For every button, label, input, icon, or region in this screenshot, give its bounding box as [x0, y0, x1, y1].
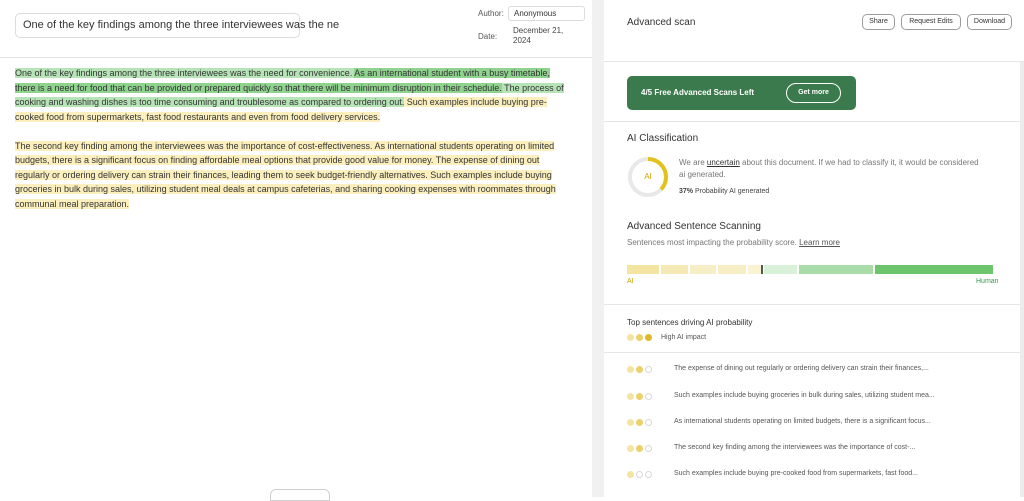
impact-dot-icon	[645, 471, 652, 478]
impact-dot-icon	[645, 445, 652, 452]
panel-scrollbar[interactable]	[1020, 62, 1024, 497]
impact-dot-icon	[636, 445, 643, 452]
sentence-probability-bar	[627, 265, 993, 274]
panel-divider	[604, 121, 1024, 122]
bar-segment[interactable]	[690, 265, 716, 274]
impact-legend-label: High AI impact	[661, 334, 707, 341]
uncertain-link[interactable]: uncertain	[706, 158, 740, 167]
top-sentences-title: Top sentences driving AI probability	[627, 318, 753, 327]
impact-dot-icon	[636, 334, 643, 341]
learn-more-link[interactable]: Learn more	[799, 238, 841, 247]
editor-divider	[0, 57, 592, 58]
bar-segment[interactable]	[748, 265, 761, 274]
sentence-scanning-subtitle	[627, 238, 840, 247]
impact-dot-icon	[627, 471, 634, 478]
panel-divider	[604, 352, 1024, 353]
request-edits-button[interactable]: Request Edits	[901, 14, 961, 30]
ai-classification-title: AI Classification	[627, 133, 699, 144]
scan-panel	[604, 0, 1024, 497]
probability-value: 37%	[679, 188, 694, 195]
bar-segment[interactable]	[875, 265, 993, 274]
document-paragraph	[15, 139, 565, 212]
document-body[interactable]	[15, 66, 565, 226]
share-button[interactable]: Share	[862, 14, 895, 30]
document-title-input[interactable]: One of the key findings among the three interviewees was the ne	[15, 13, 300, 38]
impact-dot-icon	[636, 471, 643, 478]
bar-human-label: Human	[976, 278, 999, 285]
author-field[interactable]: Anonymous	[508, 6, 585, 21]
top-sentence-item[interactable]: As international students operating on limited budgets, there is a significant focus...	[674, 418, 931, 425]
bar-segment[interactable]	[627, 265, 659, 274]
impact-indicator-icon	[627, 471, 657, 479]
impact-indicator-icon	[627, 419, 657, 427]
date-value: December 21, 2024	[513, 26, 564, 45]
download-button[interactable]: Download	[967, 14, 1012, 30]
top-sentence-item[interactable]: The second key finding among the interviewees was the importance of cost-...	[674, 444, 916, 451]
impact-indicator-icon	[627, 366, 657, 374]
bottom-toggle-tab[interactable]	[270, 489, 330, 501]
impact-dot-icon	[636, 366, 643, 373]
impact-dot-icon	[636, 419, 643, 426]
impact-indicator-icon	[627, 393, 657, 401]
impact-dot-icon	[627, 445, 634, 452]
bar-segment[interactable]	[661, 265, 688, 274]
scanning-sub-text: Sentences most impacting the probability score.	[627, 238, 800, 247]
sentence-highlight[interactable]: The second key finding among the interviewees was the importance of cost-effectiveness. As international students operating on limited budgets, there is a significant focus on finding affordable meal options that provide good value for money. The expense of dining out regularly or ordering delivery can strain their finances, leading them to seek budget-friendly alternatives. Such examples include buying groceries in bulk during sales, utilizing student meal deals at campus cafeterias, and sharing cooking expenses with roommates through communal meal preparation.	[15, 140, 556, 209]
sentence-highlight[interactable]: Such examples include buying pre-cooked food from supermarkets, fast food restaurants and even from food delivery services.	[15, 97, 547, 122]
bar-marker	[761, 265, 763, 274]
gauge-label: AI	[644, 172, 652, 181]
author-label: Author:	[478, 9, 504, 18]
desc-prefix: We are	[679, 158, 707, 167]
impact-dot-icon	[627, 334, 634, 341]
top-sentence-item[interactable]: Such examples include buying groceries in bulk during sales, utilizing student mea...	[674, 392, 935, 399]
impact-dot-icon	[636, 393, 643, 400]
promo-text: 4/5 Free Advanced Scans Left	[641, 88, 755, 97]
impact-dot-icon	[645, 334, 652, 341]
panel-divider	[604, 61, 1024, 62]
get-more-button[interactable]: Get more	[786, 83, 841, 103]
impact-indicator-icon	[627, 445, 657, 453]
classification-description	[679, 157, 979, 181]
document-paragraph	[15, 66, 565, 124]
promo-banner	[627, 76, 856, 110]
impact-dot-icon	[645, 366, 652, 373]
probability-suffix: Probability AI generated	[693, 188, 770, 195]
desc-suffix: about this document. If we had to classify it, it would be considered ai generated.	[679, 158, 979, 179]
pane-gutter	[592, 0, 604, 497]
probability-readout	[679, 188, 769, 195]
impact-dot-icon	[645, 393, 652, 400]
panel-title: Advanced scan	[627, 17, 696, 28]
sentence-highlight[interactable]: One of the key findings among the three interviewees was the need for convenience.	[15, 68, 355, 78]
impact-dot-icon	[645, 419, 652, 426]
date-label: Date:	[478, 32, 498, 41]
bar-segment[interactable]	[764, 265, 797, 274]
panel-divider	[604, 304, 1024, 305]
bar-ai-label: AI	[627, 278, 634, 285]
bar-segment[interactable]	[718, 265, 746, 274]
sentence-scanning-title: Advanced Sentence Scanning	[627, 221, 761, 232]
bar-segment[interactable]	[799, 265, 873, 274]
sentence-highlight[interactable]: The process of cooking and washing dishes is too time consuming and troublesome as compared to ordering out.	[15, 82, 564, 107]
impact-dot-icon	[627, 419, 634, 426]
top-sentence-item[interactable]: Such examples include buying pre-cooked food from supermarkets, fast food...	[674, 470, 918, 477]
impact-legend-icon	[627, 334, 657, 342]
impact-dot-icon	[627, 366, 634, 373]
top-sentence-item[interactable]: The expense of dining out regularly or ordering delivery can strain their finances,...	[674, 365, 929, 372]
sentence-highlight[interactable]: As an international student with a busy timetable, there is a need for food that can be provided or prepared quickly so that there will be minimum disruption in their schedule.	[15, 68, 550, 93]
impact-dot-icon	[627, 393, 634, 400]
